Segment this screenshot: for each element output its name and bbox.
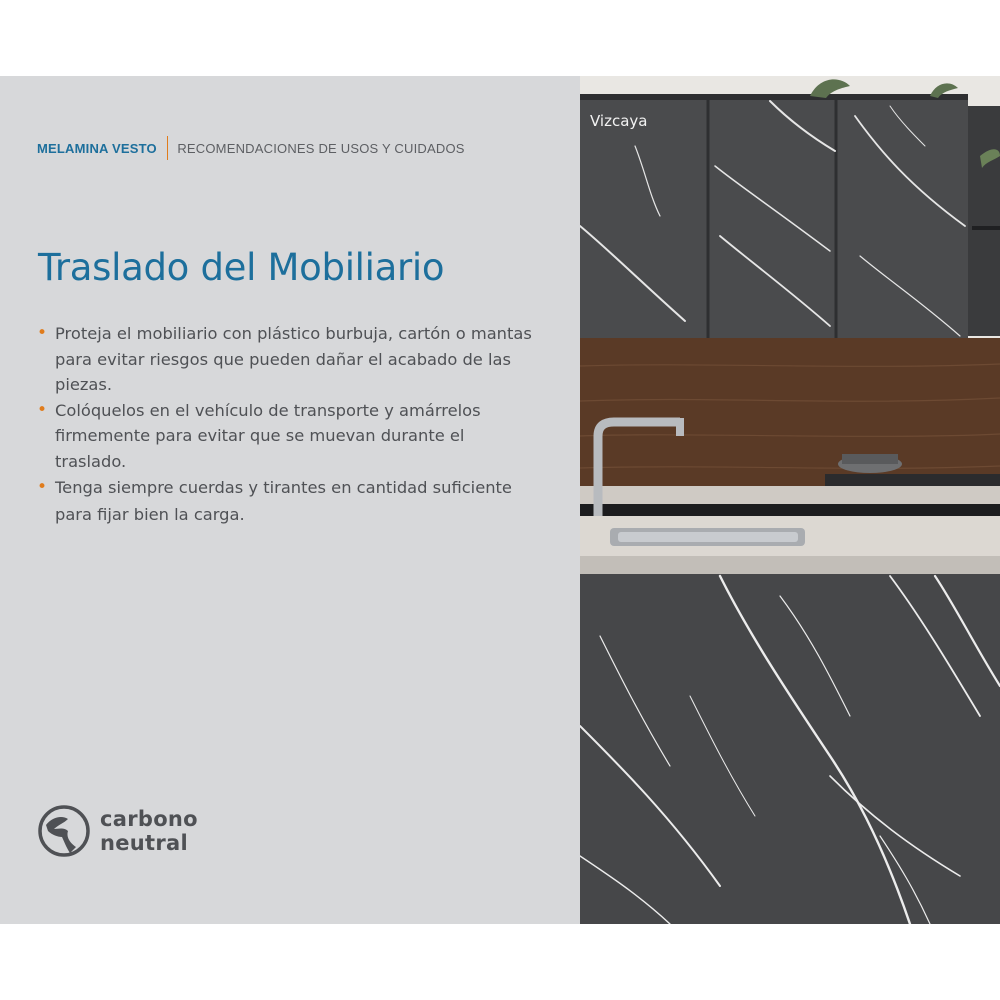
carbon-neutral-badge xyxy=(36,803,198,859)
kitchen-photo xyxy=(580,76,1000,924)
badge-label xyxy=(100,807,198,855)
badge-line-1: carbono xyxy=(100,807,198,831)
badge-line-2: neutral xyxy=(100,831,189,855)
text-column xyxy=(0,76,580,924)
list-item xyxy=(37,321,537,398)
bullet-marker: • xyxy=(37,477,48,497)
recommendation-list xyxy=(37,321,537,528)
list-item xyxy=(37,398,537,475)
content-panel xyxy=(0,76,1000,924)
list-item-text: Colóquelos en el vehículo de transporte y amárrelos firmemente para evitar que se muevan durante el traslado. xyxy=(55,400,481,471)
photo-caption: Vizcaya xyxy=(590,112,648,130)
list-item-text: Proteja el mobiliario con plástico burbuja, cartón o mantas para evitar riesgos que pueden dañar el acabado de las piezas. xyxy=(55,324,532,394)
header-subtitle: RECOMENDACIONES DE USOS Y CUIDADOS xyxy=(177,140,465,156)
leaf-globe-icon xyxy=(36,803,92,859)
section-header xyxy=(37,134,465,162)
list-item-text: Tenga siempre cuerdas y tirantes en cantidad suficiente para fijar bien la carga. xyxy=(55,478,512,524)
header-divider xyxy=(167,136,169,160)
page-title: Traslado del Mobiliario xyxy=(38,246,445,289)
list-item xyxy=(37,474,537,528)
bullet-marker: • xyxy=(37,323,48,343)
brand-label: MELAMINA VESTO xyxy=(37,140,157,156)
bullet-marker: • xyxy=(37,399,48,420)
kitchen-illustration xyxy=(580,76,1000,924)
